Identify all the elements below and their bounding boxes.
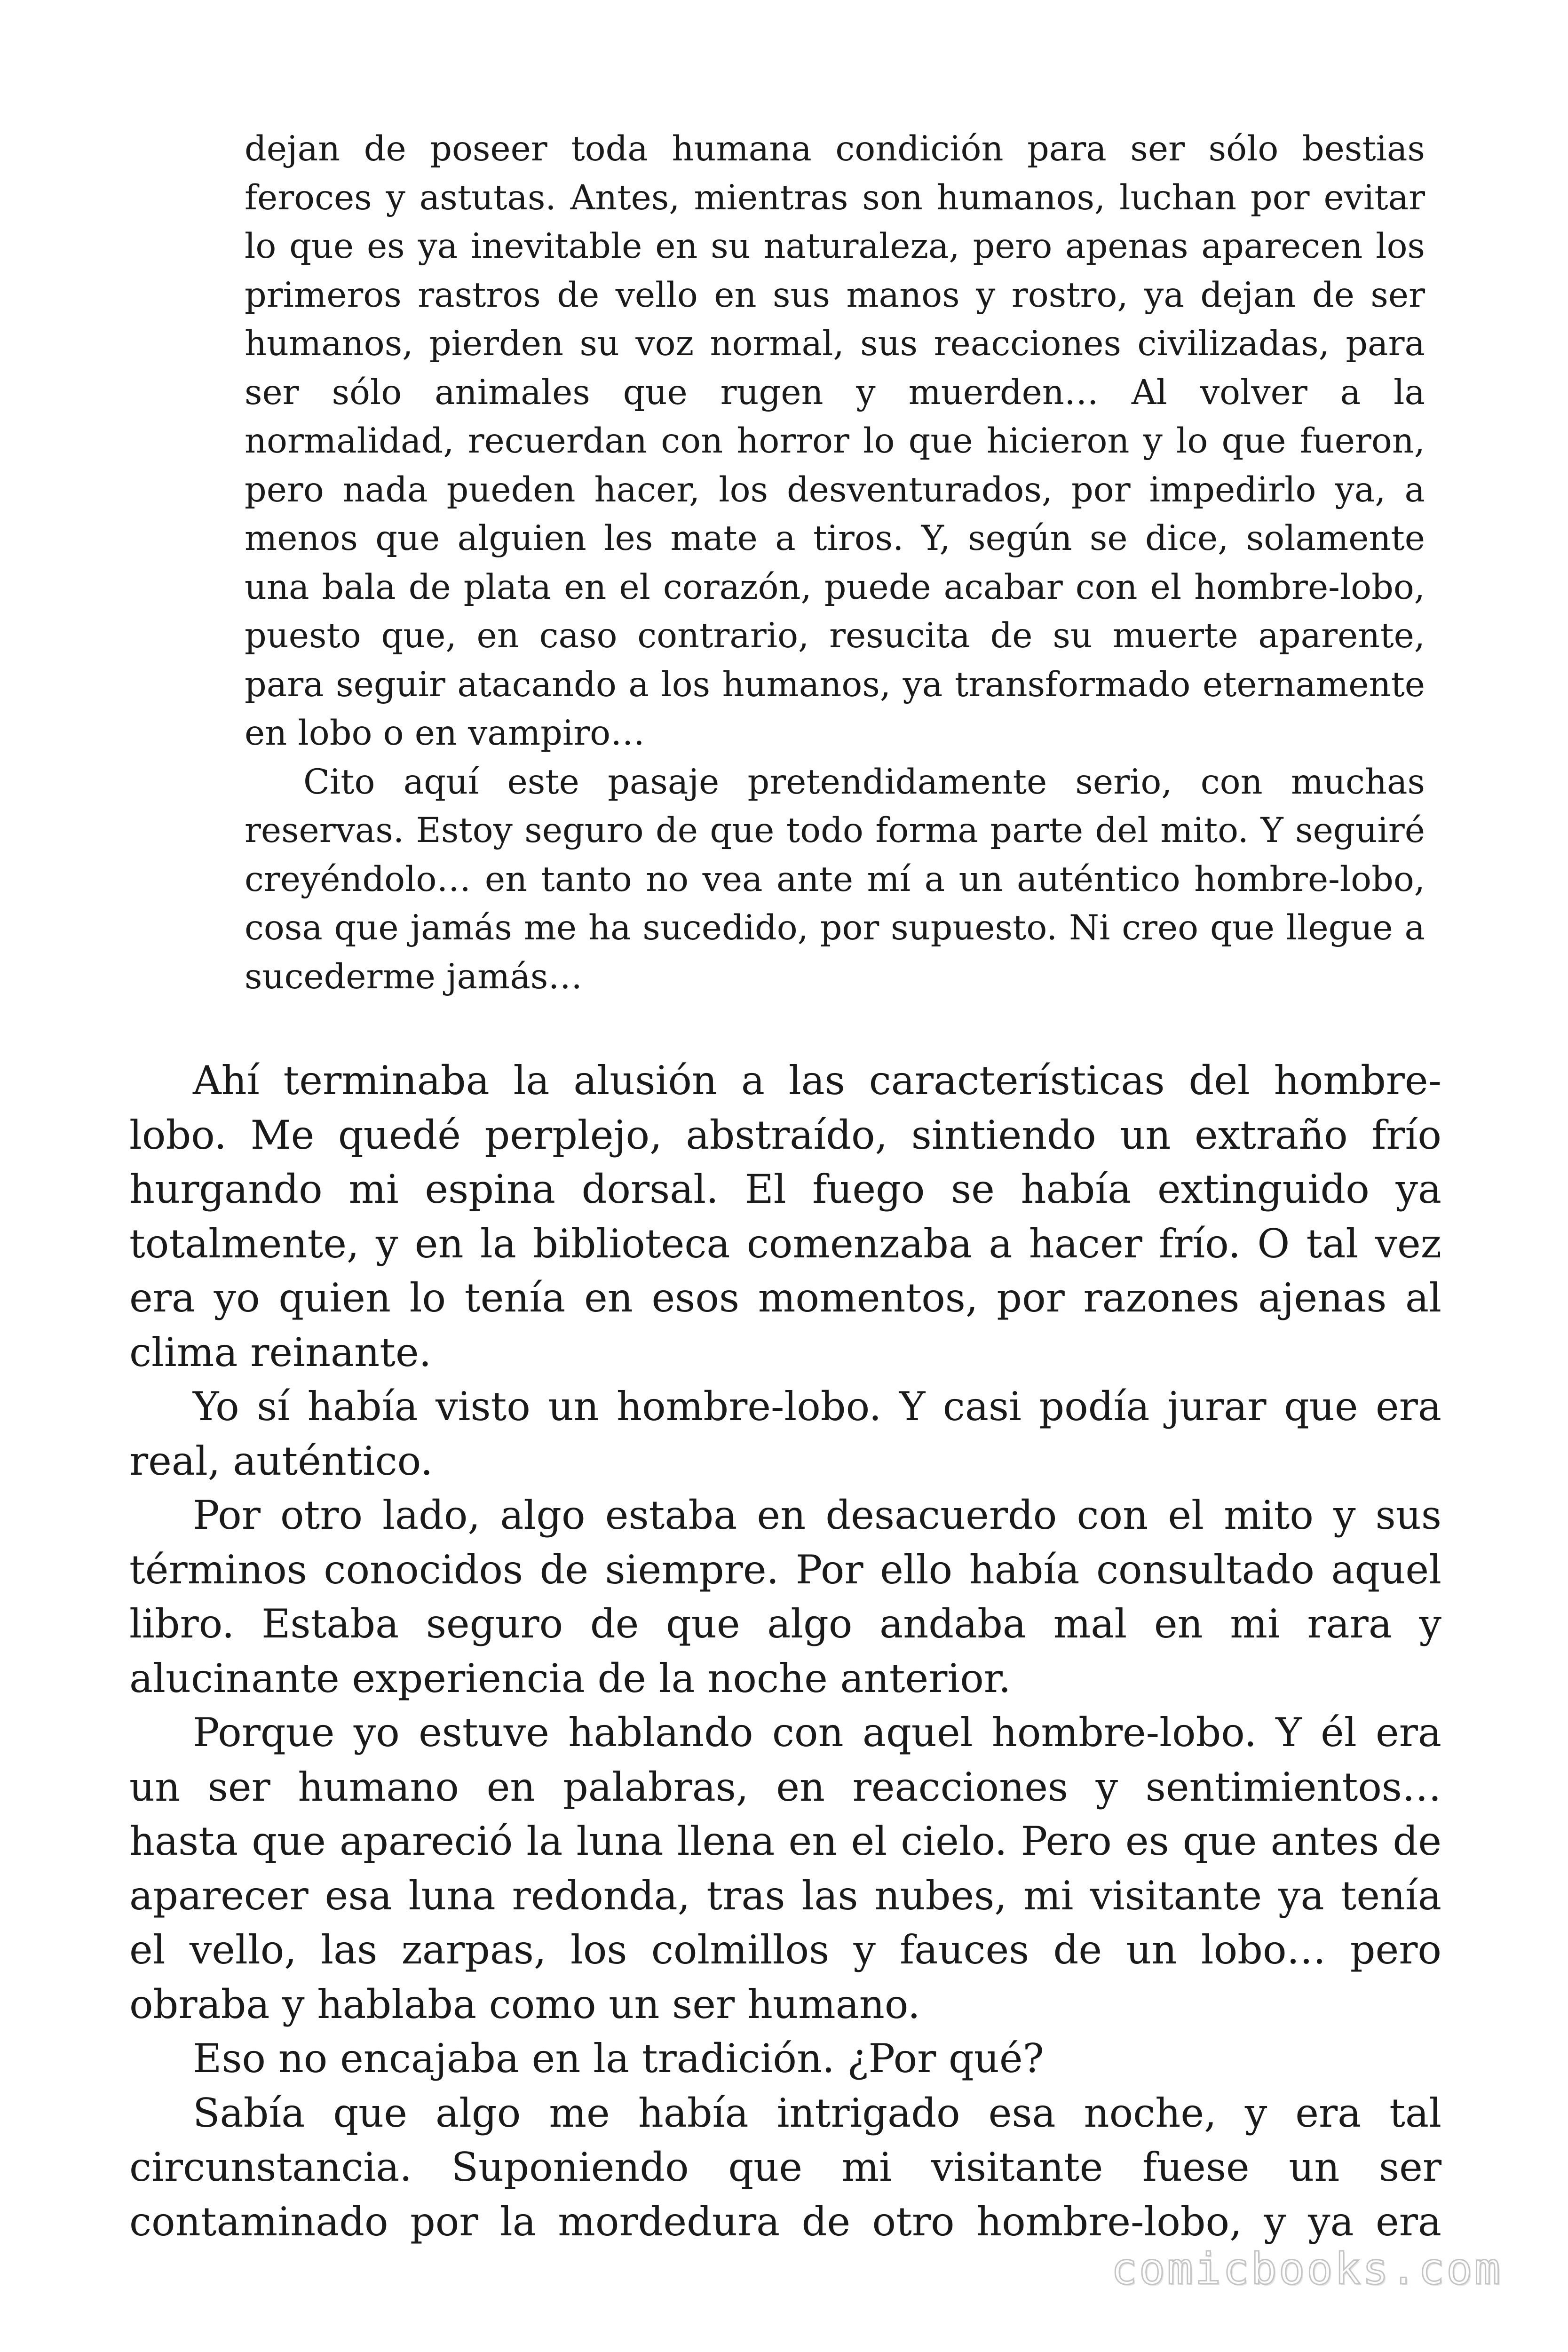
quote-paragraph: dejan de poseer toda humana condición para ser sólo bestias feroces y astutas. Antes, mientras son humanos, luchan por evitar lo que es ya inevitable en su naturaleza, pero apenas aparecen los primeros rastros de vello en sus manos y rostro, ya dejan de ser humanos, pierden su voz normal, sus reacciones civilizadas, para ser sólo animales que rugen y muerden… Al volver a la normalidad, recuerdan con horror lo que hicieron y lo que fueron, pero nada pueden hacer, los desventurados, por impedirlo ya, a menos que alguien les mate a tiros. Y, según se dice, solamente una bala de plata en el corazón, puede acabar con el hombre-lobo, puesto que, en caso contrario, resucita de su muerte aparente, para seguir atacando a los humanos, ya transformado eternamente en lobo o en vampiro… bbox=[245, 129, 1425, 753]
body-paragraph: Eso no encajaba en la tradición. ¿Por qué? bbox=[193, 2035, 1044, 2082]
body-paragraph: Porque yo estuve hablando con aquel hombre-lobo. Y él era un ser humano en palabras, en reacciones y sentimientos… hasta que apareció la luna llena en el cielo. Pero es que antes de aparecer esa luna redonda, tras las nubes, mi visitante ya tenía el vello, las zarpas, los colmillos y fauces de un lobo… pero obraba y hablaba como un ser humano. bbox=[129, 1709, 1441, 2027]
quoted-passage bbox=[245, 125, 1425, 1001]
body-paragraph: Yo sí había visto un hombre-lobo. Y casi podía jurar que era real, auténtico. bbox=[129, 1383, 1441, 1484]
body-paragraph: Ahí terminaba la alusión a las características del hombre-lobo. Me quedé perplejo, abstraído, sintiendo un extraño frío hurgando mi espina dorsal. El fuego se había extinguido ya totalmente, y en la biblioteca comenzaba a hacer frío. O tal vez era yo quien lo tenía en esos momentos, por razones ajenas al clima reinante. bbox=[129, 1057, 1441, 1375]
body-paragraph: Por otro lado, algo estaba en desacuerdo con el mito y sus términos conocidos de siempre. Por ello había consultado aquel libro. Estaba seguro de que algo andaba mal en mi rara y alucinante experiencia de la noche anterior. bbox=[129, 1492, 1441, 1701]
body-text bbox=[129, 1054, 1441, 2249]
quote-paragraph: Cito aquí este pasaje pretendidamente serio, con muchas reservas. Estoy seguro de que todo forma parte del mito. Y seguiré creyéndolo… en tanto no vea ante mí a un auténtico hombre-lobo, cosa que jamás me ha sucedido, por supuesto. Ni creo que llegue a sucederme jamás… bbox=[245, 762, 1425, 997]
watermark: comicbooks.com bbox=[1111, 2244, 1502, 2294]
body-paragraph: Sabía que algo me había intrigado esa noche, y era tal circunstancia. Suponiendo que mi visitante fuese un ser contaminado por la mordedura de otro hombre-lobo, y ya era bbox=[129, 2090, 1441, 2245]
